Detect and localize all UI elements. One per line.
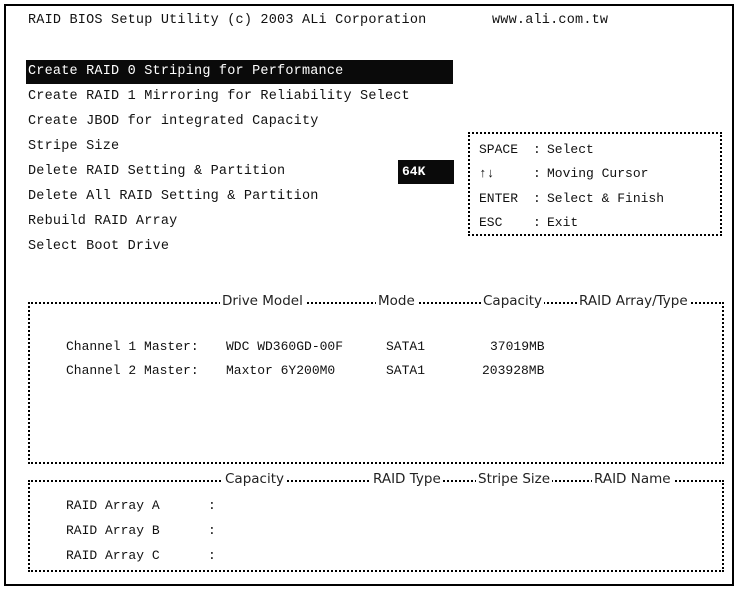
menu-item-label: Create RAID 0 Striping for Performance — [28, 64, 344, 79]
help-sep: : — [533, 191, 541, 206]
help-desc: Moving Cursor — [547, 166, 649, 181]
menu-item-create-raid1[interactable] — [26, 84, 466, 109]
raid-array-type-header: RAID Array/Type — [579, 293, 688, 309]
capacity-header: Capacity — [483, 293, 542, 309]
menu-item-label: Create RAID 1 Mirroring for Reliability Select — [28, 89, 410, 104]
up-down-arrows-icon: ↑↓ — [479, 166, 495, 181]
help-desc: Exit — [547, 215, 579, 230]
menu-item-label: Create JBOD for integrated Capacity — [28, 114, 319, 129]
raid-array-name: RAID Array C — [66, 548, 160, 563]
menu-item-stripe-size[interactable] — [26, 134, 466, 159]
drive-channel: Channel 2 Master: — [66, 363, 199, 378]
menu-item-delete-all-raid[interactable] — [26, 184, 466, 209]
help-desc: Select & Finish — [547, 191, 665, 206]
drive-mode: SATA1 — [386, 363, 426, 378]
raid-array-panel — [28, 471, 724, 572]
drive-model: WDC WD360GD-00F — [226, 339, 344, 354]
drive-capacity: 37019MB — [490, 339, 545, 354]
menu-item-label: Delete RAID Setting & Partition — [28, 164, 286, 179]
help-sep: : — [533, 215, 541, 230]
menu-item-select-boot-drive[interactable] — [26, 234, 466, 259]
help-key: ESC — [479, 215, 503, 230]
drive-capacity: 203928MB — [482, 363, 545, 378]
help-sep: : — [533, 142, 541, 157]
help-sep: : — [533, 166, 541, 181]
menu-item-label: Stripe Size — [28, 139, 120, 154]
help-box — [468, 132, 722, 236]
bios-screen — [4, 4, 734, 586]
array-capacity-header: Capacity — [225, 471, 284, 487]
raid-array-name: RAID Array B — [66, 523, 160, 538]
mode-header: Mode — [378, 293, 415, 309]
help-desc: Select — [547, 142, 594, 157]
raid-type-header: RAID Type — [373, 471, 441, 487]
stripe-size-value[interactable]: 64K — [398, 160, 454, 184]
raid-array-name: RAID Array A — [66, 498, 160, 513]
help-key: SPACE — [479, 142, 519, 157]
drive-model: Maxtor 6Y200M0 — [226, 363, 336, 378]
menu-item-label: Delete All RAID Setting & Partition — [28, 189, 319, 204]
raid-array-sep: : — [208, 498, 216, 513]
header — [28, 13, 609, 28]
help-key: ENTER — [479, 191, 519, 206]
raid-array-sep: : — [208, 548, 216, 563]
vendor-url: www.ali.com.tw — [492, 13, 609, 28]
menu-item-create-raid0[interactable] — [26, 60, 453, 84]
menu-item-label: Rebuild RAID Array — [28, 214, 178, 229]
drive-list-panel — [28, 293, 724, 464]
app-title: RAID BIOS Setup Utility (c) 2003 ALi Corporation — [28, 13, 427, 28]
drive-mode: SATA1 — [386, 339, 426, 354]
menu-item-label: Select Boot Drive — [28, 239, 170, 254]
raid-array-sep: : — [208, 523, 216, 538]
raid-name-header: RAID Name — [594, 471, 671, 487]
drive-model-header: Drive Model — [222, 293, 303, 309]
drive-channel: Channel 1 Master: — [66, 339, 199, 354]
menu-item-create-jbod[interactable] — [26, 109, 466, 134]
menu-item-rebuild-raid[interactable] — [26, 209, 466, 234]
stripe-size-header: Stripe Size — [478, 471, 551, 487]
